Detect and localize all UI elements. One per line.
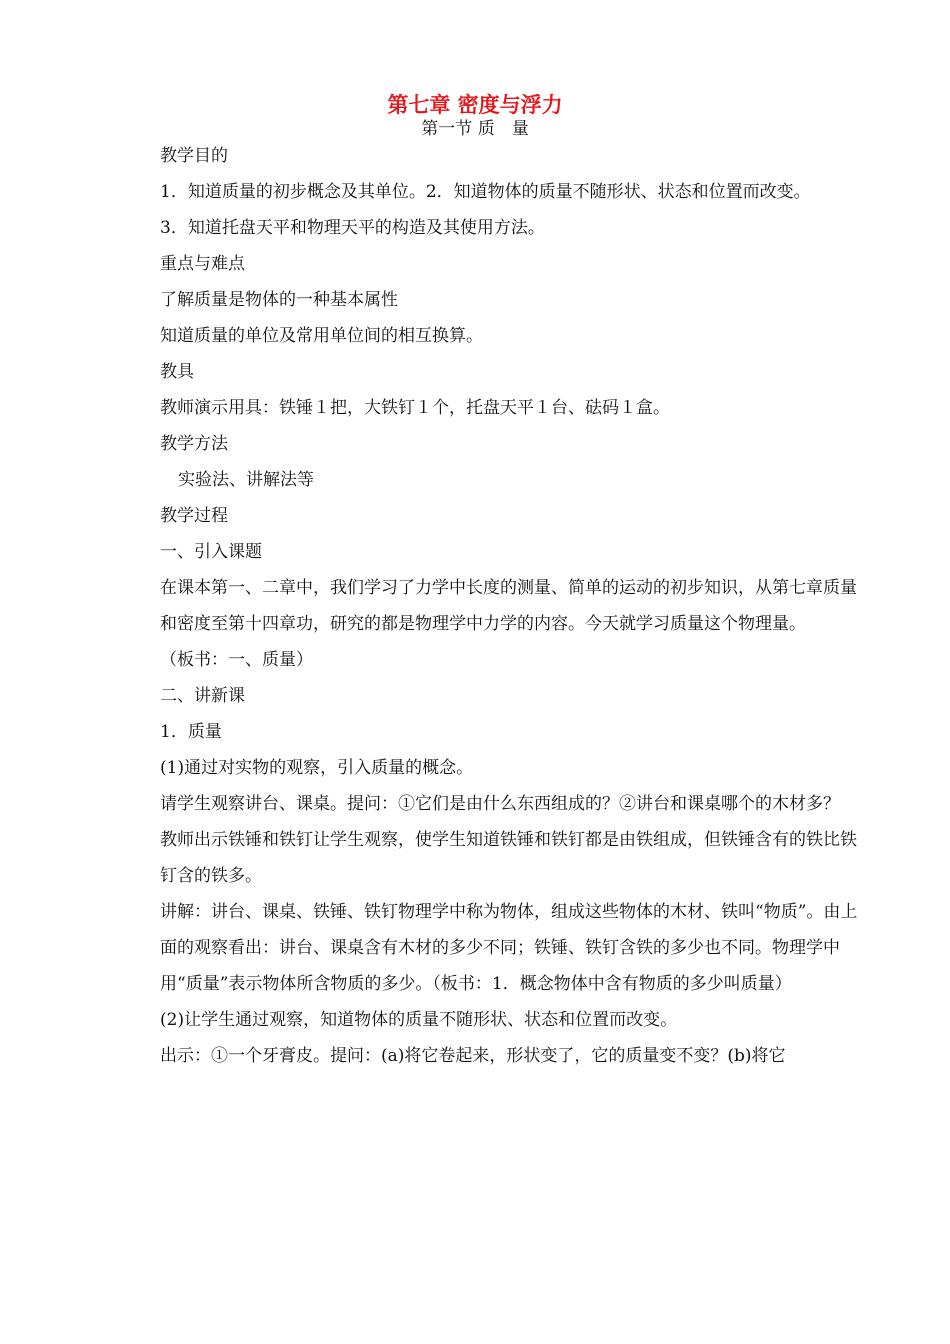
demonstration-text: 教师出示铁锤和铁钉让学生观察，使学生知道铁锤和铁钉都是由铁组成，但铁锤含有的铁比铁钉含的铁多。 (160, 830, 857, 886)
heading-key-points: 重点与难点 (160, 254, 245, 274)
explanation-text: 讲解：讲台、课桌、铁锤、铁钉物理学中称为物体，组成这些物体的木材、铁叫“物质”。由上面的观察看出：讲台、课桌含有木材的多少不同；铁锤、铁钉含铁的多少也不同。物理学中用“质量”表示物体所含物质的多少。（板书：1．概念物体中含有物质的多少叫质量） (160, 902, 858, 994)
goal-1-2: 1．知道质量的初步概念及其单位。2．知道物体的质量不随形状、状态和位置而改变。 (160, 182, 811, 202)
heading-teaching-process: 教学过程 (160, 506, 228, 526)
section-subtitle: 第一节 质 量 (421, 119, 529, 139)
subsection-mass: 1．质量 (160, 722, 222, 742)
section-new-lesson: 二、讲新课 (160, 686, 245, 706)
document-body (160, 138, 860, 1074)
goal-3: 3．知道托盘天平和物理天平的构造及其使用方法。 (160, 218, 545, 238)
introduction-text: 在课本第一、二章中，我们学习了力学中长度的测量、简单的运动的初步知识，从第七章质量和密度至第十四章功，研究的都是物理学中力学的内容。今天就学习质量这个物理量。 (160, 578, 857, 634)
blackboard-note-1: （板书：一、质量） (160, 650, 313, 670)
teaching-methods-text: 实验法、讲解法等 (178, 470, 314, 490)
item-mass-invariance: (2)让学生通过观察，知道物体的质量不随形状、状态和位置而改变。 (160, 1010, 678, 1030)
heading-teaching-goals: 教学目的 (160, 146, 228, 166)
chapter-title: 第七章 密度与浮力 (387, 92, 563, 117)
key-point-2: 知道质量的单位及常用单位间的相互换算。 (160, 326, 483, 346)
key-point-1: 了解质量是物体的一种基本属性 (160, 290, 398, 310)
section-introduction: 一、引入课题 (160, 542, 262, 562)
heading-teaching-aids: 教具 (160, 362, 194, 382)
observation-question: 请学生观察讲台、课桌。提问：①它们是由什么东西组成的？②讲台和课桌哪个的木材多？ (160, 794, 840, 814)
show-toothpaste-tube: 出示：①一个牙膏皮。提问：(a)将它卷起来，形状变了，它的质量变不变？(b)将它 (160, 1046, 786, 1066)
teaching-aids-text: 教师演示用具：铁锤１把，大铁钉１个，托盘天平１台、砝码１盒。 (160, 398, 670, 418)
heading-teaching-methods: 教学方法 (160, 434, 228, 454)
item-observation: (1)通过对实物的观察，引入质量的概念。 (160, 758, 474, 778)
